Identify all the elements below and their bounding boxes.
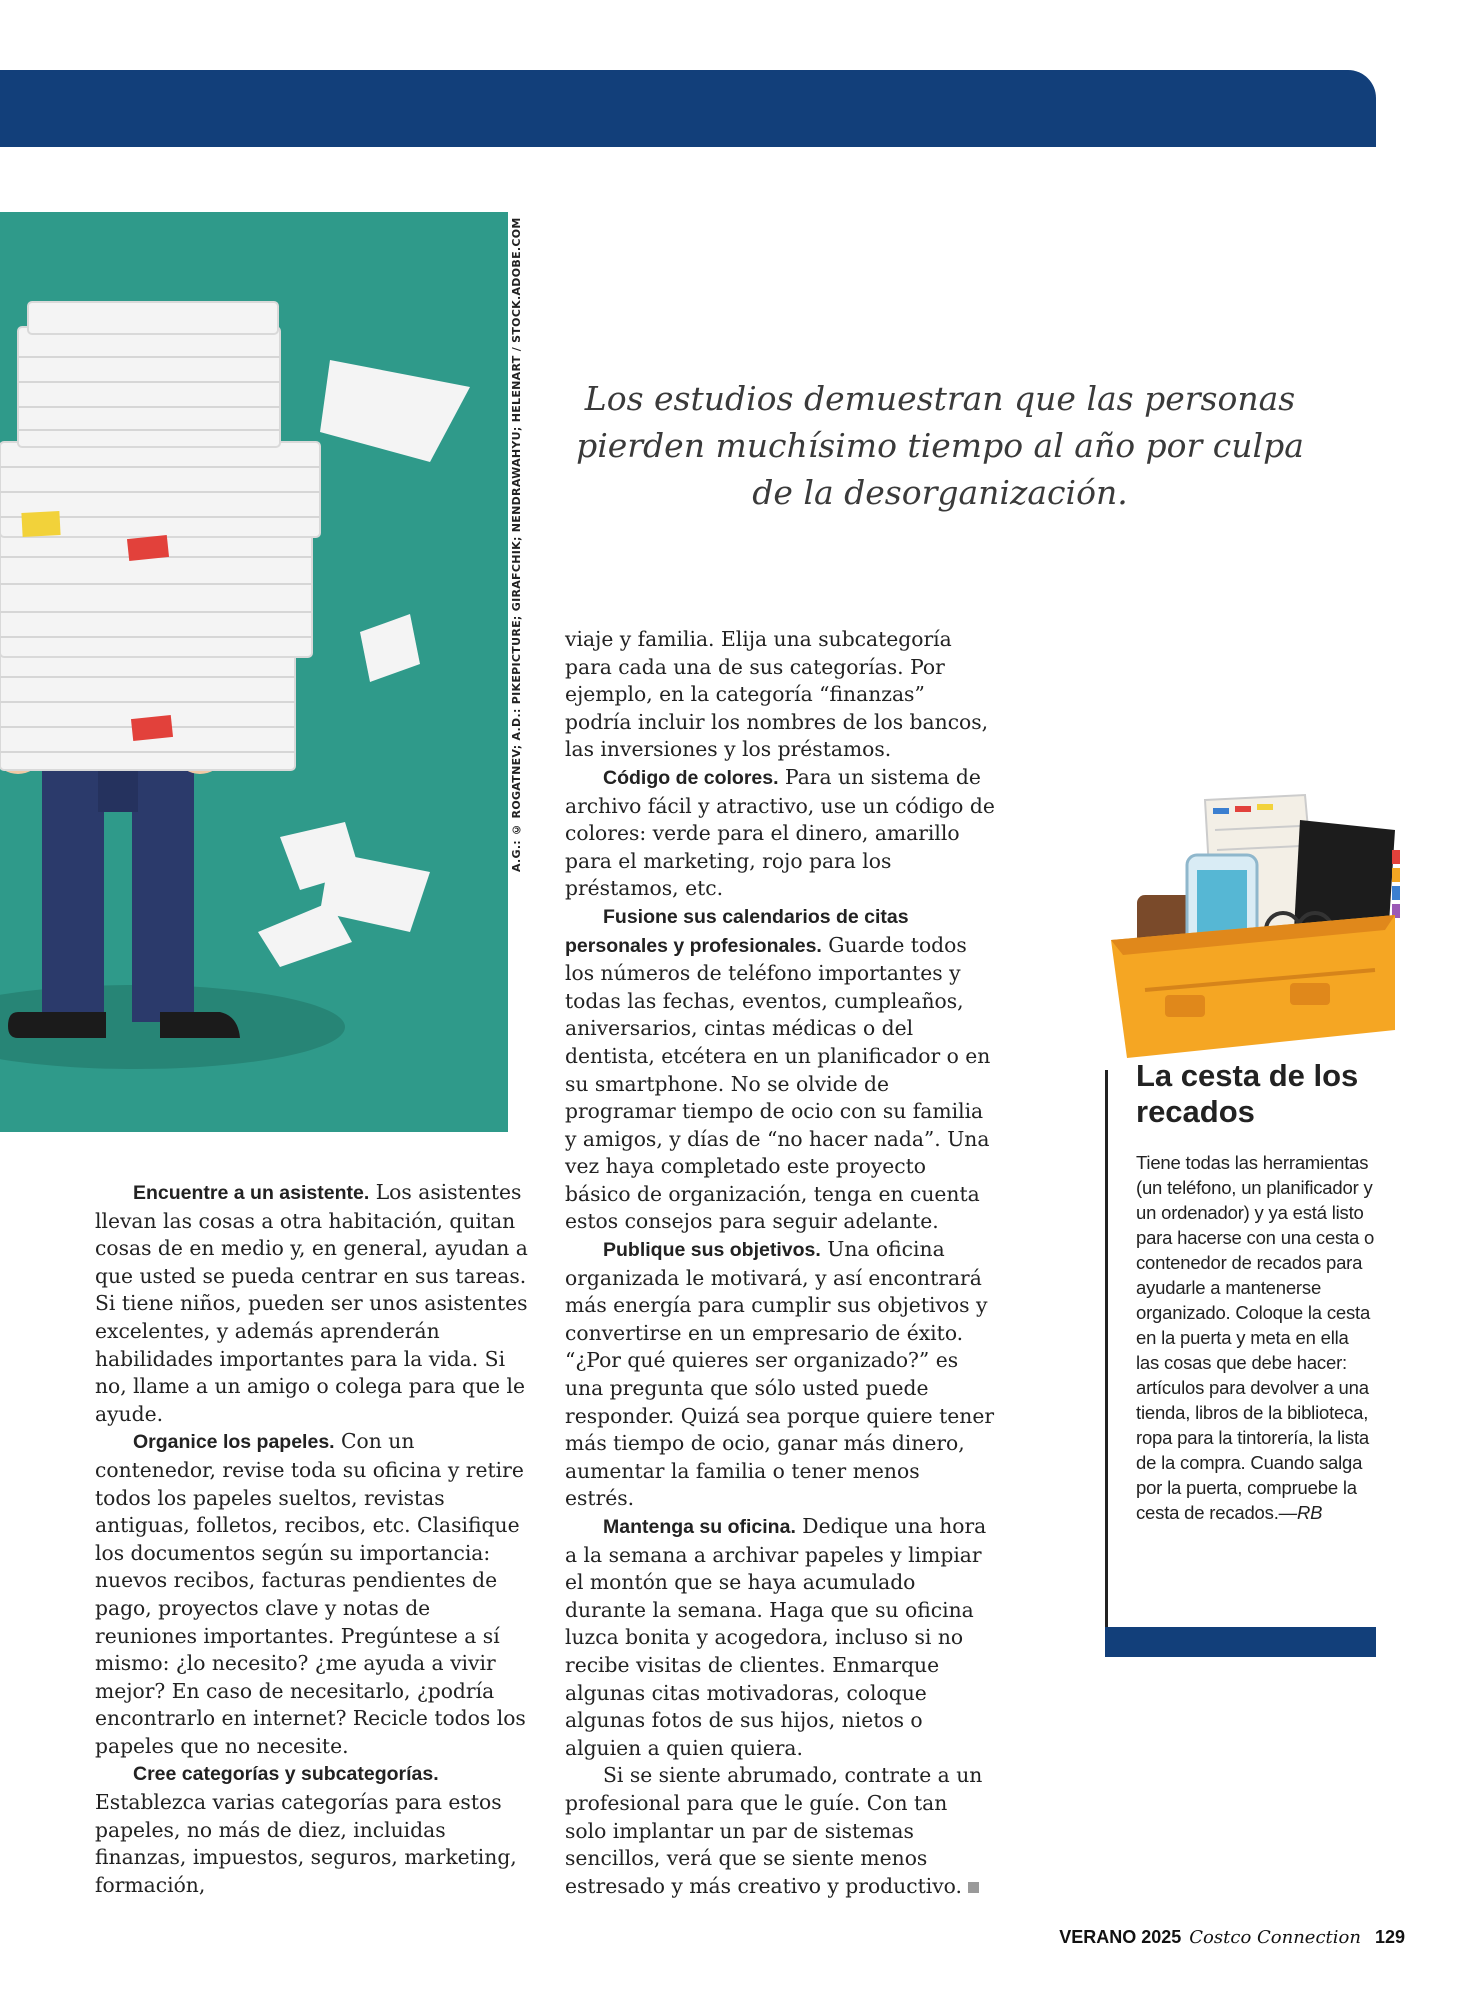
paragraph-text: viaje y familia. Elija una subcategoría para cada una de sus categorías. Por ejemplo, en la categoría “finanzas” podría incluir los nombres de los bancos, las inversiones y los préstamos. (565, 627, 989, 762)
paragraph-text: Con un contenedor, revise toda su oficina y retire todos los papeles sueltos, revistas antiguas, folletos, recibos, etc. Clasifique los documentos según su importancia: nuevos recibos, facturas pendientes de pago, proyectos clave y notas de reuniones importantes. Pregúntese a sí mismo: ¿lo necesito? ¿me ayuda a vivir mejor? En caso de necesitarlo, ¿podría encontrarlo en internet? Recicle todos los papeles que no necesite. (95, 1429, 526, 1758)
paragraph-lead: Organice los papeles. (133, 1431, 335, 1454)
paragraph (565, 903, 995, 1236)
top-banner (0, 70, 1376, 147)
paragraph-lead: Fusione sus calendarios de citas personales y profesionales. (565, 905, 909, 957)
footer-season: VERANO 2025 (1059, 1927, 1182, 1947)
page-footer (1059, 1927, 1405, 1948)
paragraph (565, 626, 995, 764)
sidebar-text: Tiene todas las herramientas (un teléfono, un planificador y un ordenador) y ya está listo para hacerse con una cesta o contenedor de recados para ayudarle a mantenerse organizado. Coloque la cesta en la puerta y meta en ella las cosas que debe hacer: artículos para devolver a una tienda, libros de la biblioteca, ropa para la tintorería, la lista de la compra. Cuando salga por la puerta, compruebe la cesta de recados. (1136, 1152, 1375, 1523)
article-column-2 (565, 626, 995, 1900)
man-carrying-papers-illustration (0, 212, 508, 1132)
paragraph (565, 1236, 995, 1513)
paragraph-text: Los asistentes llevan las cosas a otra habitación, quitan cosas de en medio y, en general, ayudan a que usted se pueda centrar en sus tareas. Si tiene niños, pueden ser unos asistentes excelentes, y además aprenderán habilidades importantes para la vida. Si no, llame a un amigo o colega para que le ayude. (95, 1180, 528, 1426)
paragraph-lead: Código de colores. (603, 766, 779, 789)
paragraph-text: Establezca varias categorías para estos papeles, no más de diez, incluidas finanzas, impuestos, seguros, marketing, formación, (95, 1790, 517, 1897)
paragraph (565, 1513, 995, 1762)
paragraph (565, 1762, 995, 1900)
pull-quote: Los estudios demuestran que las personas pierden muchísimo tiempo al año por culpa de la desorganización. (576, 379, 1304, 512)
photo-credit: A.G.: © ROGATNEV; A.D.: PIKEPICTURE; GIRAFCHIK; NENDRAWAHYU; HELENART / STOCK.ADOBE.COM (510, 217, 523, 872)
paragraph (95, 1760, 535, 1899)
article-column-1 (95, 1179, 535, 1899)
paragraph-text: Una oficina organizada le motivará, y así encontrará más energía para cumplir sus objetivos y convertirse en un empresario de éxito. “¿Por qué quieres ser organizado?” es una pregunta que sólo usted puede responder. Quizá sea porque quiere tener más tiempo de ocio, ganar más dinero, aumentar la familia o tener menos estrés. (565, 1237, 995, 1511)
paragraph (95, 1179, 535, 1428)
paragraph-text: Dedique una hora a la semana a archivar papeles y limpiar el montón que se haya acumulado durante la semana. Haga que su oficina luzca bonita y acogedora, incluso si no recibe visitas de clientes. Enmarque algunas citas motivadoras, coloque algunas fotos de sus hijos, nietos o alguien a quien quiera. (565, 1514, 987, 1760)
errand-basket-illustration (1105, 790, 1405, 1074)
paragraph-text: Si se siente abrumado, contrate a un profesional para que le guíe. Con tan solo implantar un par de sistemas sencillos, verá que se siente menos estresado y más creativo y productivo. (565, 1763, 983, 1898)
sidebar-body (1136, 1150, 1376, 1525)
end-mark (968, 1882, 979, 1893)
sidebar-bottom-bar (1105, 1627, 1376, 1657)
paragraph-lead: Cree categorías y subcategorías. (133, 1763, 439, 1786)
sidebar-title: La cesta de los recados (1136, 1058, 1359, 1129)
sidebar-signature: —RB (1278, 1502, 1323, 1523)
page-number: 129 (1374, 1927, 1405, 1947)
paragraph (95, 1428, 535, 1760)
basket-icon (1105, 790, 1405, 1070)
paragraph (565, 764, 995, 903)
paragraph-lead: Encuentre a un asistente. (133, 1182, 370, 1204)
paragraph-text: Guarde todos los números de teléfono importantes y todas las fechas, eventos, cumpleaños, aniversarios, cintas médicas o del dentista, etcétera en un planificador o en su smartphone. No se olvide de programar tiempo de ocio con su familia y amigos, y días de “no hacer nada”. Una vez haya completado este proyecto básico de organización, tenga en cuenta estos consejos para seguir adelante. (565, 932, 991, 1234)
paragraph-lead: Mantenga su oficina. (603, 1516, 796, 1538)
paragraph-text: Para un sistema de archivo fácil y atractivo, use un código de colores: verde para el dinero, amarillo para el marketing, rojo para los préstamos, etc. (565, 764, 995, 901)
illustration-paper-stack (0, 212, 508, 1132)
paragraph-lead: Publique sus objetivos. (603, 1239, 821, 1262)
footer-magazine: Costco Connection (1189, 1927, 1361, 1948)
sidebar-rule (1105, 1070, 1108, 1630)
